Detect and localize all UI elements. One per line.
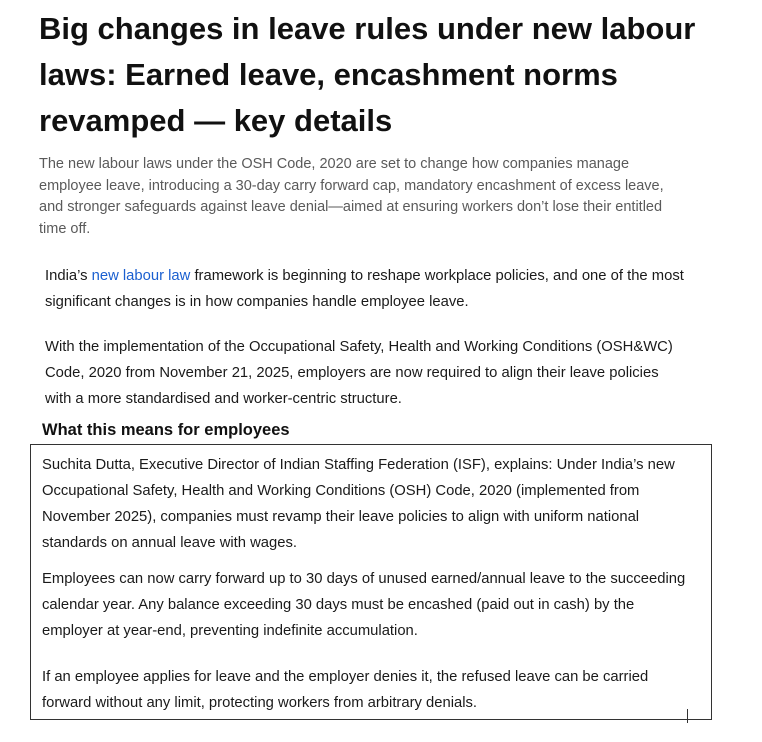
quote-paragraph-refused-leave: If an employee applies for leave and the employer denies it, the refused leave can be carried forward without any limit, protecting workers from arbitrary denials. <box>42 669 649 711</box>
text-cursor-icon <box>687 709 688 723</box>
article-summary: The new labour laws under the OSH Code, 2020 are set to change how companies manage employee leave, introducing a 30-day carry forward cap, mandatory encashment of excess leave, and stronger safeguards against leave denial—aimed at ensuring workers don’t lose their entitled time off. <box>39 156 664 237</box>
article-headline: Big changes in leave rules under new labour laws: Earned leave, encashment norms revamped — key details <box>39 11 696 138</box>
intro-text-after-link: framework is beginning to reshape workplace policies, and one of the most significant changes is in how companies handle employee leave. <box>45 268 684 310</box>
quote-paragraph-carry-forward: Employees can now carry forward up to 30 days of unused earned/annual leave to the succeeding calendar year. Any balance exceeding 30 days must be encashed (paid out in cash) by the employer at year-end, preventing indefinite accumulation. <box>42 571 686 639</box>
new-labour-law-link[interactable]: new labour law <box>91 268 191 284</box>
body-paragraph-implementation: With the implementation of the Occupational Safety, Health and Working Conditions (OSH&WC) Code, 2020 from November 21, 2025, employers are now required to align their leave policies with a more standardised and worker-centric structure. <box>45 339 673 407</box>
intro-text-before-link: India’s <box>45 268 92 284</box>
section-subheading: What this means for employees <box>42 421 290 439</box>
quote-paragraph-explanation: Suchita Dutta, Executive Director of Indian Staffing Federation (ISF), explains: Under India’s new Occupational Safety, Health and Working Conditions (OSH) Code, 2020 (implemented from November 2025), companies must revamp their leave policies to align with uniform national standards on annual leave with wages. <box>42 457 675 551</box>
body-paragraph-intro <box>45 263 685 315</box>
expert-quote-box <box>30 444 712 720</box>
